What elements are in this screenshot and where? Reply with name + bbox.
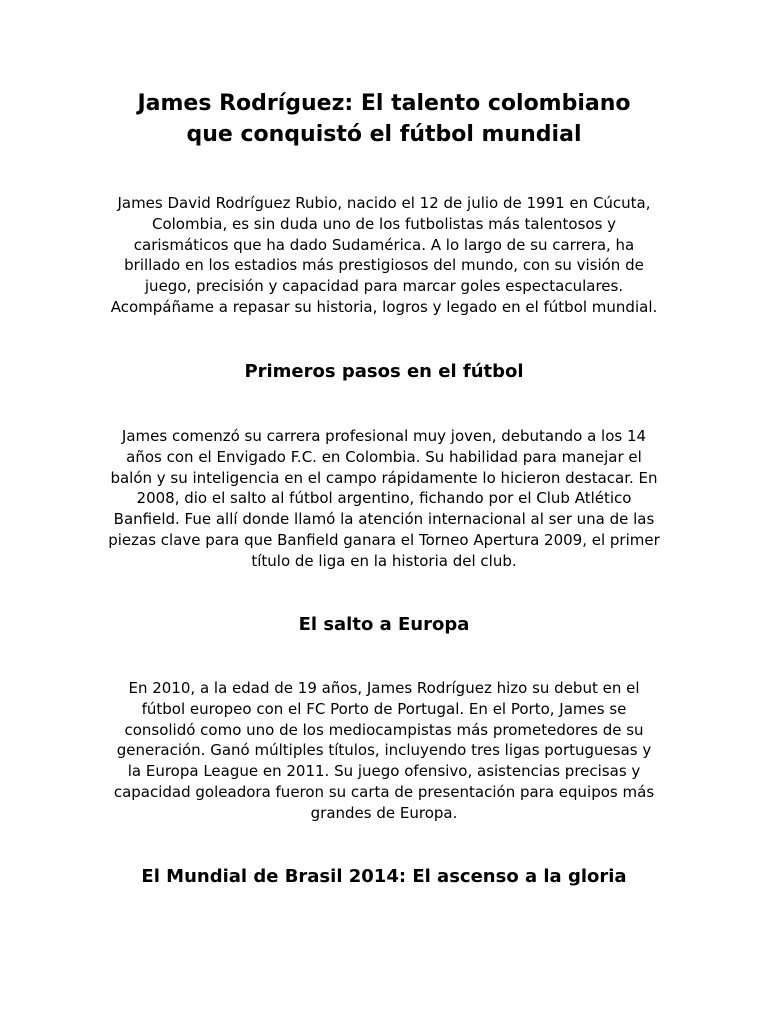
intro-line: brillado en los estadios más prestigiosos del mundo, con su visión de <box>124 256 644 275</box>
paragraph-line: balón y su inteligencia en el campo rápidamente lo hicieron destacar. En <box>110 468 658 487</box>
paragraph-line: fútbol europeo con el FC Porto de Portugal. En el Porto, James se <box>141 699 627 718</box>
paragraph-line: consolidó como uno de los mediocampistas más prometedores de su <box>124 720 644 739</box>
title-line-1: James Rodríguez: El talento colombiano <box>137 91 631 116</box>
paragraph-line: generación. Ganó múltiples títulos, incluyendo tres ligas portuguesas y <box>116 741 652 760</box>
paragraph-line: En 2010, a la edad de 19 años, James Rodríguez hizo su debut en el <box>128 679 640 697</box>
section-paragraph-primeros-pasos <box>0 426 768 572</box>
section-heading-primeros-pasos: Primeros pasos en el fútbol <box>244 361 524 382</box>
document-title <box>0 88 768 150</box>
paragraph-line: años con el Envigado F.C. en Colombia. Su habilidad para manejar el <box>126 447 642 466</box>
paragraph-line: piezas clave para que Banfield ganara el Torneo Apertura 2009, el primer <box>108 530 660 549</box>
paragraph-line: capacidad goleadora fueron su carta de presentación para equipos más <box>113 782 655 801</box>
section-heading-salto-europa: El salto a Europa <box>298 614 470 635</box>
intro-line: Acompáñame a repasar su historia, logros y legado en el fútbol mundial. <box>110 297 658 316</box>
section-paragraph-salto-europa <box>0 678 768 824</box>
paragraph-line: la Europa League en 2011. Su juego ofensivo, asistencias precisas y <box>127 762 641 781</box>
paragraph-line: Banfield. Fue allí donde llamó la atención internacional al ser una de las <box>113 510 655 529</box>
paragraph-line: título de liga en la historia del club. <box>251 551 517 570</box>
intro-line: juego, precisión y capacidad para marcar goles espectaculares. <box>144 277 624 296</box>
intro-line: Colombia, es sin duda uno de los futbolistas más talentosos y <box>151 214 617 233</box>
title-line-2: que conquistó el fútbol mundial <box>186 122 582 147</box>
intro-paragraph <box>0 193 768 318</box>
intro-line: James David Rodríguez Rubio, nacido el 12 de julio de 1991 en Cúcuta, <box>117 194 651 212</box>
intro-line: carismáticos que ha dado Sudamérica. A lo largo de su carrera, ha <box>133 235 635 254</box>
paragraph-line: James comenzó su carrera profesional muy joven, debutando a los 14 <box>121 427 647 445</box>
paragraph-line: 2008, dio el salto al fútbol argentino, fichando por el Club Atlético <box>136 489 632 508</box>
paragraph-line: grandes de Europa. <box>310 803 458 822</box>
section-heading-mundial-brasil: El Mundial de Brasil 2014: El ascenso a la gloria <box>141 866 627 887</box>
